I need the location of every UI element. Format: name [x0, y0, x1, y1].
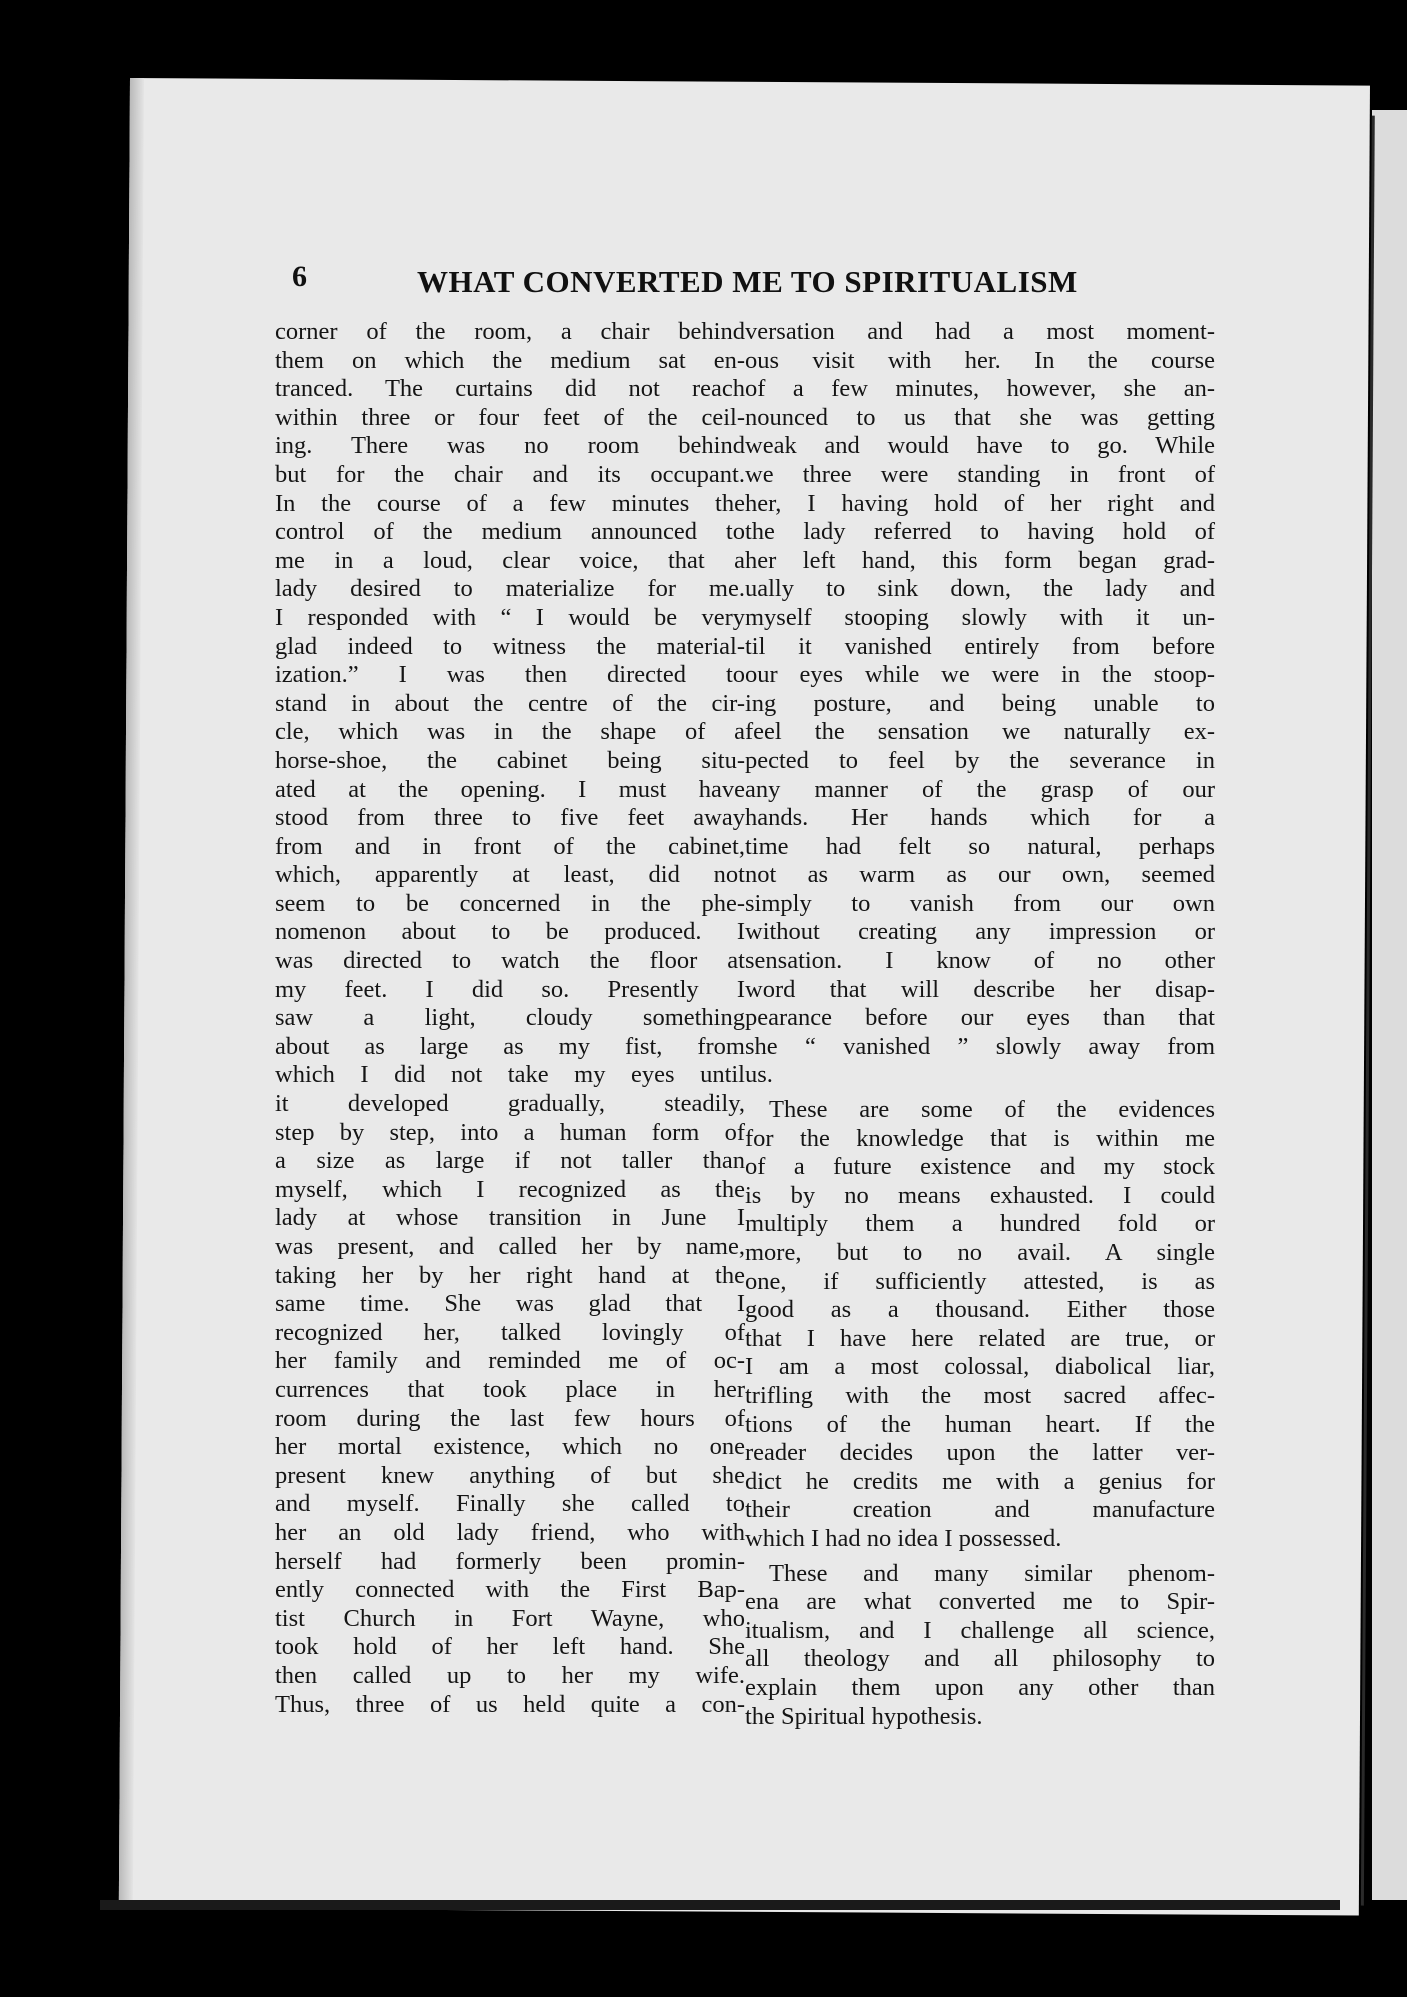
text-line: sensation. I know of no other — [745, 947, 1215, 975]
text-line: without creating any impression or — [745, 918, 1215, 946]
text-line: her an old lady friend, who with — [275, 1518, 745, 1546]
text-line: feel the sensation we naturally ex- — [745, 718, 1215, 746]
text-line: one, if sufficiently attested, is as — [745, 1267, 1215, 1295]
text-line: versation and had a most moment- — [745, 318, 1215, 345]
text-line: multiply them a hundred fold or — [745, 1210, 1215, 1238]
text-line: good as a thousand. Either those — [745, 1296, 1215, 1324]
text-line: ena are what converted me to Spir- — [745, 1588, 1215, 1616]
text-line: room during the last few hours of — [275, 1404, 745, 1432]
text-line: glad indeed to witness the material- — [275, 632, 745, 660]
text-line: her family and reminded me of oc- — [275, 1347, 745, 1375]
text-line: reader decides upon the latter ver- — [745, 1439, 1215, 1467]
text-line: dict he credits me with a genius for — [745, 1467, 1215, 1495]
text-line: me in a loud, clear voice, that a — [275, 546, 745, 574]
text-line: present knew anything of but she — [275, 1461, 745, 1489]
text-line: within three or four feet of the ceil- — [275, 403, 745, 431]
left-text-column — [275, 318, 745, 1719]
text-line: nounced to us that she was getting — [745, 403, 1215, 431]
text-line: saw a light, cloudy something — [275, 1004, 745, 1032]
text-line: of a future existence and my stock — [745, 1153, 1215, 1181]
text-line: is by no means exhausted. I could — [745, 1181, 1215, 1209]
text-line: our eyes while we were in the stoop- — [745, 661, 1215, 689]
text-line: pearance before our eyes than that — [745, 1004, 1215, 1032]
text-line: took hold of her left hand. She — [275, 1633, 745, 1661]
page-bottom-shadow — [100, 1900, 1340, 1910]
text-line: herself had formerly been promin- — [275, 1547, 745, 1575]
text-line: from and in front of the cabinet, — [275, 832, 745, 860]
text-line: ually to sink down, the lady and — [745, 575, 1215, 603]
text-line: my feet. I did so. Presently I — [275, 975, 745, 1003]
text-line: ently connected with the First Bap- — [275, 1576, 745, 1604]
text-line: seem to be concerned in the phe- — [275, 889, 745, 917]
text-line: These and many similar phenom- — [769, 1559, 1215, 1587]
text-line: not as warm as our own, seemed — [745, 861, 1215, 889]
text-line: I am a most colossal, diabolical liar, — [745, 1353, 1215, 1381]
text-line: we three were standing in front of — [745, 460, 1215, 488]
text-line: step by step, into a human form of — [275, 1118, 745, 1146]
text-line: recognized her, talked lovingly of — [275, 1318, 745, 1346]
text-line: til it vanished entirely from before — [745, 632, 1215, 660]
text-line: In the course of a few minutes the — [275, 489, 745, 517]
text-line: tranced. The curtains did not reach — [275, 375, 745, 403]
text-line: currences that took place in her — [275, 1375, 745, 1403]
text-line: corner of the room, a chair behind — [275, 318, 745, 345]
right-text-column — [745, 318, 1215, 1731]
text-line: which, apparently at least, did not — [275, 861, 745, 889]
text-line: stand in about the centre of the cir- — [275, 689, 745, 717]
text-line: control of the medium announced to — [275, 518, 745, 546]
text-line: her, I having hold of her right and — [745, 489, 1215, 517]
text-line: she “ vanished ” slowly away from — [745, 1032, 1215, 1060]
text-line: ing posture, and being unable to — [745, 689, 1215, 717]
text-line: ous visit with her. In the course — [745, 346, 1215, 374]
text-line: tist Church in Fort Wayne, who — [275, 1604, 745, 1632]
text-line: about as large as my fist, from — [275, 1032, 745, 1060]
text-line: trifling with the most sacred affec- — [745, 1381, 1215, 1409]
text-line: the Spiritual hypothesis. — [745, 1702, 983, 1730]
text-line: same time. She was glad that I — [275, 1290, 745, 1318]
text-line: was directed to watch the floor at — [275, 947, 745, 975]
text-line: pected to feel by the severance in — [745, 746, 1215, 774]
text-line: was present, and called her by name, — [275, 1233, 745, 1260]
text-line: myself, which I recognized as the — [275, 1175, 745, 1203]
text-line: horse-shoe, the cabinet being situ- — [275, 746, 745, 774]
text-line: her left hand, this form began grad- — [745, 546, 1215, 574]
text-line: word that will describe her disap- — [745, 975, 1215, 1003]
text-line: all theology and all philosophy to — [745, 1645, 1215, 1673]
text-line: taking her by her right hand at the — [275, 1261, 745, 1289]
text-line: Thus, three of us held quite a con- — [275, 1690, 745, 1718]
text-line: stood from three to five feet away — [275, 804, 745, 832]
text-line: any manner of the grasp of our — [745, 775, 1215, 803]
page-number: 6 — [292, 260, 307, 293]
text-line: lady at whose transition in June I — [275, 1204, 745, 1232]
text-line: and myself. Finally she called to — [275, 1490, 745, 1518]
text-line: time had felt so natural, perhaps — [745, 832, 1215, 860]
text-line: These are some of the evidences — [769, 1096, 1215, 1124]
text-line: hands. Her hands which for a — [745, 804, 1215, 832]
text-line: ing. There was no room behind — [275, 432, 745, 460]
running-title: WHAT CONVERTED ME TO SPIRITUALISM — [417, 264, 1078, 299]
text-line: myself stooping slowly with it un- — [745, 603, 1215, 631]
text-line: them on which the medium sat en- — [275, 346, 745, 374]
text-line: tions of the human heart. If the — [745, 1410, 1215, 1438]
text-line: ated at the opening. I must have — [275, 775, 745, 803]
text-line: which I did not take my eyes until — [275, 1061, 745, 1089]
text-line: but for the chair and its occupant. — [275, 460, 745, 488]
text-line: then called up to her my wife. — [275, 1661, 745, 1689]
text-line: which I had no idea I possessed. — [745, 1524, 1062, 1552]
text-line: explain them upon any other than — [745, 1673, 1215, 1701]
text-line: the lady referred to having hold of — [745, 518, 1215, 546]
text-line: their creation and manufacture — [745, 1496, 1215, 1524]
text-line: I responded with “ I would be very — [275, 603, 745, 631]
text-line: cle, which was in the shape of a — [275, 718, 745, 746]
text-line: simply to vanish from our own — [745, 889, 1215, 917]
text-line: it developed gradually, steadily, — [275, 1090, 745, 1118]
text-line: of a few minutes, however, she an- — [745, 375, 1215, 403]
text-line: ization.” I was then directed to — [275, 661, 745, 689]
text-line: her mortal existence, which no one — [275, 1433, 745, 1461]
facing-page-edge — [1372, 110, 1407, 1900]
text-line: nomenon about to be produced. I — [275, 918, 745, 946]
text-line: for the knowledge that is within me — [745, 1124, 1215, 1152]
text-line: lady desired to materialize for me. — [275, 575, 745, 603]
text-line: that I have here related are true, or — [745, 1324, 1215, 1352]
text-line: a size as large if not taller than — [275, 1147, 745, 1175]
text-line: weak and would have to go. While — [745, 432, 1215, 460]
text-line: more, but to no avail. A single — [745, 1239, 1215, 1266]
text-line: us. — [745, 1061, 773, 1089]
text-line: itualism, and I challenge all science, — [745, 1616, 1215, 1644]
page-header — [292, 258, 1122, 308]
